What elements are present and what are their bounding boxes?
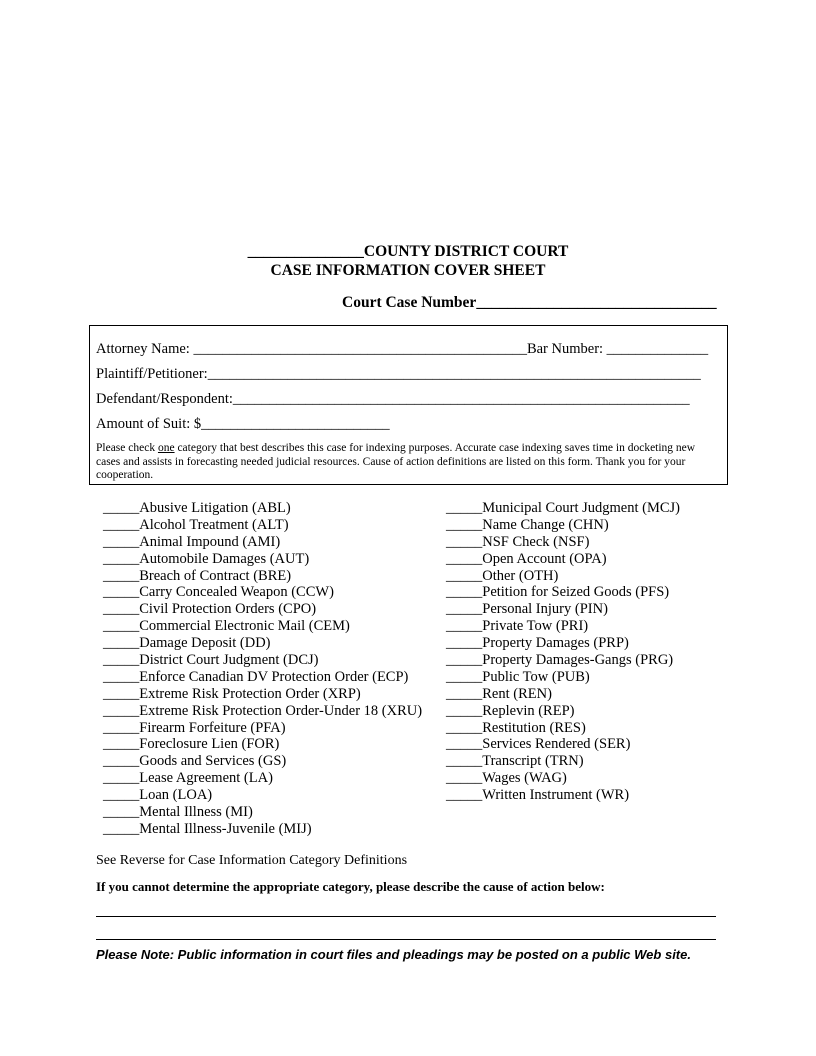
- category-checkbox-item[interactable]: _____NSF Check (NSF): [446, 533, 590, 550]
- category-checkbox-item[interactable]: _____Foreclosure Lien (FOR): [103, 736, 280, 753]
- category-checkbox-item[interactable]: _____Abusive Litigation (ABL): [103, 500, 291, 516]
- category-list-left: [103, 500, 422, 838]
- see-reverse-note: See Reverse for Case Information Category Definitions: [96, 853, 408, 868]
- category-checkbox-item[interactable]: _____Wages (WAG): [446, 770, 567, 787]
- category-checkbox-item[interactable]: _____Mental Illness (MI): [103, 804, 253, 821]
- indexing-instructions: [96, 442, 720, 483]
- category-checkbox-item[interactable]: _____Breach of Contract (BRE): [103, 567, 292, 584]
- category-checkbox-item[interactable]: _____Animal Impound (AMI): [103, 533, 281, 550]
- category-checkbox-item[interactable]: _____Municipal Court Judgment (MCJ): [446, 500, 681, 516]
- amount-of-suit-field[interactable]: Amount of Suit: $__________________________: [96, 416, 390, 432]
- category-checkbox-item[interactable]: _____Enforce Canadian DV Protection Order (ECP): [103, 668, 409, 685]
- sheet-title: CASE INFORMATION COVER SHEET: [270, 262, 546, 279]
- cannot-determine-instruction: If you cannot determine the appropriate category, please describe the cause of action below:: [96, 879, 605, 894]
- instructions-text-1: Please check: [96, 442, 158, 454]
- category-checkbox-item[interactable]: _____Alcohol Treatment (ALT): [103, 516, 289, 533]
- category-checkbox-item[interactable]: _____Extreme Risk Protection Order (XRP): [103, 685, 361, 702]
- cause-of-action-line-1[interactable]: [96, 916, 716, 917]
- category-checkbox-item[interactable]: _____Firearm Forfeiture (PFA): [103, 719, 286, 736]
- category-checkbox-item[interactable]: _____Restitution (RES): [446, 719, 586, 736]
- category-checkbox-item[interactable]: _____Public Tow (PUB): [446, 668, 590, 685]
- category-checkbox-item[interactable]: _____Loan (LOA): [103, 787, 213, 804]
- court-case-number-field[interactable]: Court Case Number_______________________________: [342, 294, 717, 311]
- category-checkbox-item[interactable]: _____Written Instrument (WR): [446, 787, 630, 804]
- category-checkbox-item[interactable]: _____Private Tow (PRI): [446, 618, 589, 635]
- category-list-right: [446, 500, 680, 804]
- category-checkbox-item[interactable]: _____Commercial Electronic Mail (CEM): [103, 618, 350, 635]
- category-checkbox-item[interactable]: _____Lease Agreement (LA): [103, 770, 273, 787]
- category-checkbox-item[interactable]: _____Replevin (REP): [446, 702, 575, 719]
- category-checkbox-item[interactable]: _____Property Damages-Gangs (PRG): [446, 652, 674, 669]
- public-info-notice: Please Note: Public information in court files and pleadings may be posted on a public Web site.: [96, 947, 691, 962]
- category-checkbox-item[interactable]: _____Mental Illness-Juvenile (MIJ): [103, 820, 312, 837]
- attorney-name-field[interactable]: Attorney Name: ______________________________________________Bar Number: ______________: [96, 341, 709, 357]
- category-checkbox-item[interactable]: _____Personal Injury (PIN): [446, 601, 608, 618]
- category-checkbox-item[interactable]: _____Automobile Damages (AUT): [103, 550, 310, 567]
- category-checkbox-item[interactable]: _____Services Rendered (SER): [446, 736, 631, 753]
- category-checkbox-item[interactable]: _____Other (OTH): [446, 567, 559, 584]
- category-checkbox-item[interactable]: _____Goods and Services (GS): [103, 753, 287, 770]
- defendant-field[interactable]: Defendant/Respondent:_______________________________________________________________: [96, 391, 690, 407]
- category-checkbox-item[interactable]: _____Civil Protection Orders (CPO): [103, 601, 317, 618]
- category-checkbox-item[interactable]: _____Transcript (TRN): [446, 753, 584, 770]
- category-checkbox-item[interactable]: _____Property Damages (PRP): [446, 635, 629, 652]
- category-checkbox-item[interactable]: _____District Court Judgment (DCJ): [103, 652, 319, 669]
- cause-of-action-line-2[interactable]: [96, 939, 716, 940]
- category-checkbox-item[interactable]: _____Carry Concealed Weapon (CCW): [103, 584, 334, 601]
- category-checkbox-item[interactable]: _____Petition for Seized Goods (PFS): [446, 584, 670, 601]
- category-checkbox-item[interactable]: _____Rent (REN): [446, 685, 552, 702]
- court-title: _______________COUNTY DISTRICT COURT: [247, 243, 569, 260]
- plaintiff-field[interactable]: Plaintiff/Petitioner:____________________________________________________________________: [96, 366, 701, 382]
- category-checkbox-item[interactable]: _____Damage Deposit (DD): [103, 635, 271, 652]
- category-checkbox-item[interactable]: _____Extreme Risk Protection Order-Under 18 (XRU): [103, 702, 423, 719]
- instructions-text-2: category that best describes this case for indexing purposes. Accurate case indexing saves time in docketing new cases and assists in forecasting needed judicial resources. Cause of action definitions are listed on this form. Thank you for your cooperation.: [96, 442, 696, 482]
- category-checkbox-item[interactable]: _____Open Account (OPA): [446, 550, 607, 567]
- instructions-one: one: [157, 442, 175, 454]
- category-checkbox-item[interactable]: _____Name Change (CHN): [446, 516, 609, 533]
